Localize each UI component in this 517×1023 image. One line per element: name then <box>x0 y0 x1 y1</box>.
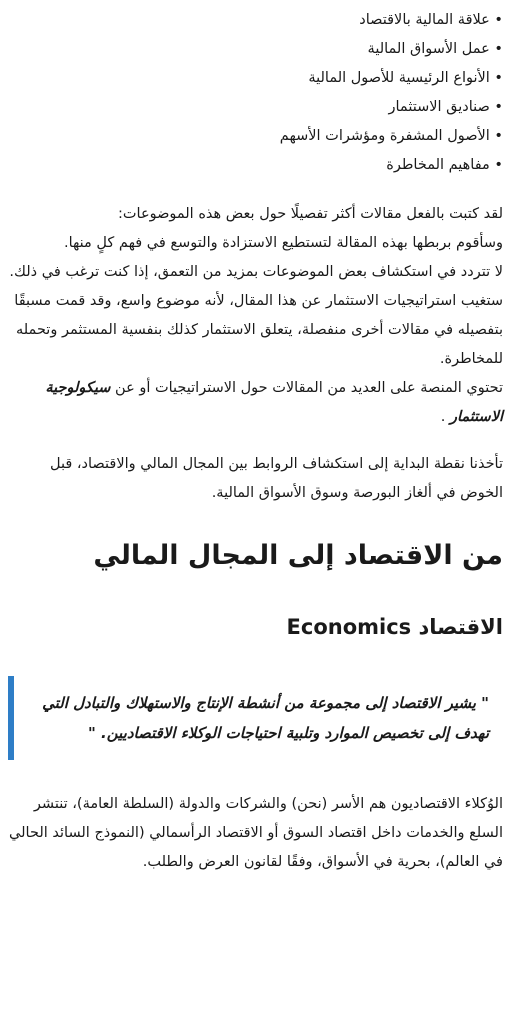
list-item: • الأنواع الرئيسية للأصول المالية <box>8 64 503 93</box>
list-item: • علاقة المالية بالاقتصاد <box>8 6 503 35</box>
intro-paragraph-5 <box>8 374 503 432</box>
sub-title: الاقتصاد Economics <box>286 615 503 639</box>
intro-paragraph-4: ستغيب استراتيجيات الاستثمار عن هذا المقال، لأنه موضوع واسع، وقد قمت مسبقًا بتفصيله في مقالات أخرى منفصلة، يتعلق الاستثمار كذلك بنفسية المستثمر وتحمله للمخاطرة. <box>14 293 503 367</box>
list-item: • عمل الأسواق المالية <box>8 35 503 64</box>
intro-paragraph-1: لقد كتبت بالفعل مقالات أكثر تفصيلًا حول بعض هذه الموضوعات: <box>117 206 503 222</box>
intro-paragraph-2: وسأقوم بربطها بهذه المقالة لتستطيع الاستزادة والتوسع في فهم كلٍ منها. <box>63 235 503 251</box>
transition-paragraph: تأخذنا نقطة البداية إلى استكشاف الروابط بين المجال المالي والاقتصاد، قبل الخوض في ألغاز البورصة وسوق الأسواق المالية. <box>49 456 503 501</box>
section-title: من الاقتصاد إلى المجال المالي <box>93 540 503 571</box>
topic-list <box>8 0 503 180</box>
intro-paragraph-3: لا تتردد في استكشاف بعض الموضوعات بمزيد من التعمق، إذا كنت ترغب في ذلك. <box>9 264 503 280</box>
list-item: • صناديق الاستثمار <box>8 93 503 122</box>
intro-paragraph-5-end: . <box>440 409 450 425</box>
definition-quote: " يشير الاقتصاد إلى مجموعة من أنشطة الإنتاج والاستهلاك والتبادل التي تهدف إلى تخصيص الموارد وتلبية احتياجات الوكلاء الاقتصاديين. " <box>8 676 503 760</box>
intro-paragraph-5-text: تحتوي المنصة على العديد من المقالات حول الاستراتيجيات أو عن <box>115 380 503 396</box>
list-item: • الأصول المشفرة ومؤشرات الأسهم <box>8 122 503 151</box>
investment-psychology-link[interactable]: سيكولوجية الاستثمار <box>45 380 503 425</box>
body-paragraph: الوُكلاء الاقتصاديون هم الأسر (نحن) والشركات والدولة (السلطة العامة)، تنتشر السلع والخدمات داخل اقتصاد السوق أو الاقتصاد الرأسمالي (النموذج السائد الحالي في العالم)، بحرية في الأسواق، وفقًا لقانون العرض والطلب. <box>9 796 503 870</box>
list-item: • مفاهيم المخاطرة <box>8 151 503 180</box>
